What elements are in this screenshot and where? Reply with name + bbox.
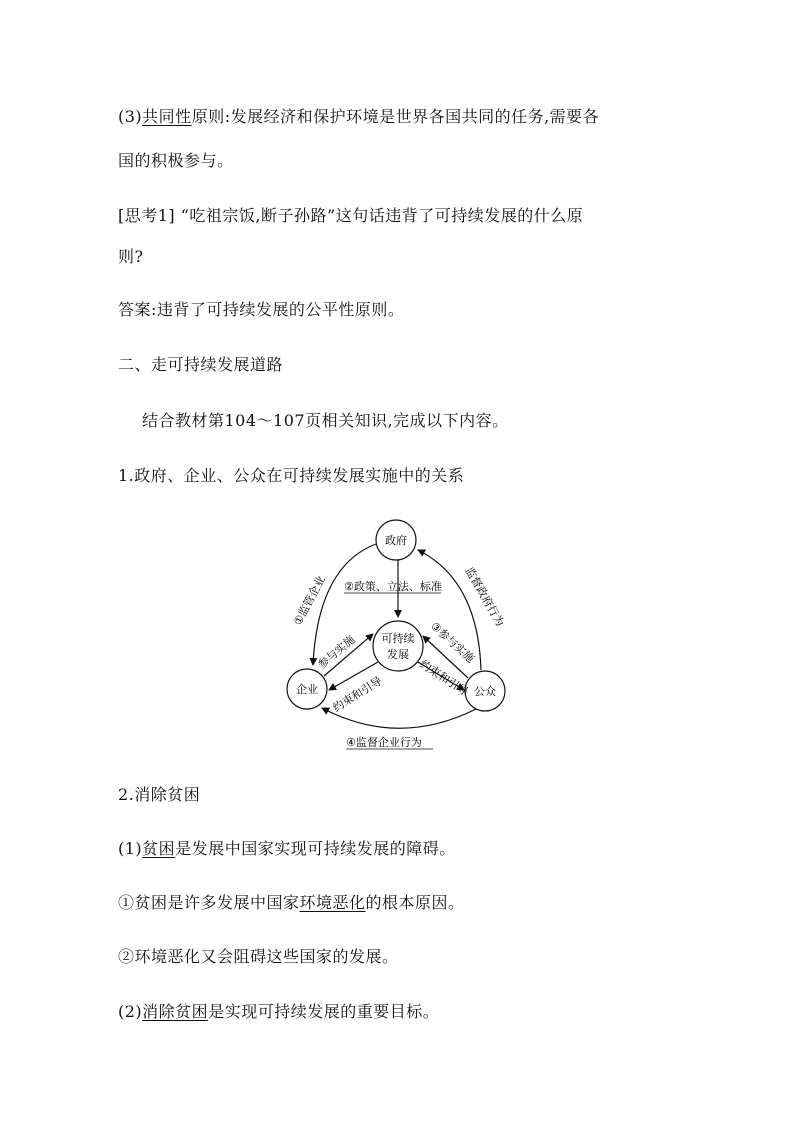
label-public-to-gov: 监督政府行为 — [462, 565, 507, 629]
poverty-p2-rest: 是实现可持续发展的重要目标。 — [208, 1002, 440, 1021]
label-enterprise-to-center: 参与实施 — [315, 633, 358, 672]
label-gov-to-center: ②政策、立法、标准 — [344, 580, 442, 593]
poverty-p2-term: 消除贫困 — [142, 1002, 209, 1021]
poverty-p1-term: 贫困 — [142, 839, 176, 858]
poverty-p1a-rest: 的根本原因。 — [365, 893, 465, 912]
arrow-public-to-enterprise — [322, 708, 476, 728]
poverty-p1-prefix: (1) — [118, 839, 143, 858]
node-public — [465, 671, 505, 711]
item1-title: 1.政府、企业、公众在可持续发展实施中的关系 — [118, 466, 465, 485]
label-public-to-center: ③参与实施 — [427, 619, 477, 666]
poverty-p2-prefix: (2) — [118, 1002, 143, 1021]
enterprise-label: 企业 — [296, 683, 318, 696]
label-center-to-public: 约束和引导 — [417, 657, 471, 699]
instruction: 结合教材第104～107页相关知识,完成以下内容。 — [142, 411, 509, 430]
section3-continuation: 国的积极参与。 — [118, 151, 234, 170]
node-sustainable-development — [373, 621, 423, 671]
poverty-p1-rest: 是发展中国家实现可持续发展的障碍。 — [175, 839, 456, 858]
poverty-p1a — [118, 892, 465, 914]
section3-term: 共同性 — [142, 107, 192, 126]
node-enterprise — [287, 669, 327, 709]
public-label: 公众 — [474, 685, 496, 698]
node-government — [376, 520, 416, 560]
center-label-line1: 可持续 — [381, 632, 415, 645]
label-gov-to-enterprise: ①监管企业 — [291, 573, 328, 628]
government-label: 政府 — [385, 534, 407, 547]
section3-prefix: (3) — [118, 107, 143, 126]
center-label-line2: 发展 — [387, 648, 409, 661]
poverty-p1 — [118, 838, 456, 860]
poverty-p1b: ②环境恶化又会阻碍这些国家的发展。 — [118, 947, 399, 966]
label-public-to-enterprise: ④监督企业行为 — [346, 736, 422, 749]
section-heading-2: 二、走可持续发展道路 — [118, 355, 284, 374]
think-question-line2: 则? — [118, 247, 144, 266]
think-question-line1: [思考1] “吃祖宗饭,断子孙路”这句话违背了可持续发展的什么原 — [118, 206, 584, 225]
think-answer: 答案:违背了可持续发展的公平性原则。 — [118, 300, 405, 319]
poverty-p2 — [118, 1001, 439, 1023]
section3-rest: 原则:发展经济和保护环境是世界各国共同的任务,需要各 — [191, 107, 600, 126]
poverty-p1a-term: 环境恶化 — [299, 893, 366, 912]
poverty-p1a-prefix: ①贫困是许多发展中国家 — [118, 893, 300, 912]
item2-title: 2.消除贫困 — [118, 785, 201, 804]
label-center-to-enterprise: 约束和引导 — [330, 674, 385, 715]
